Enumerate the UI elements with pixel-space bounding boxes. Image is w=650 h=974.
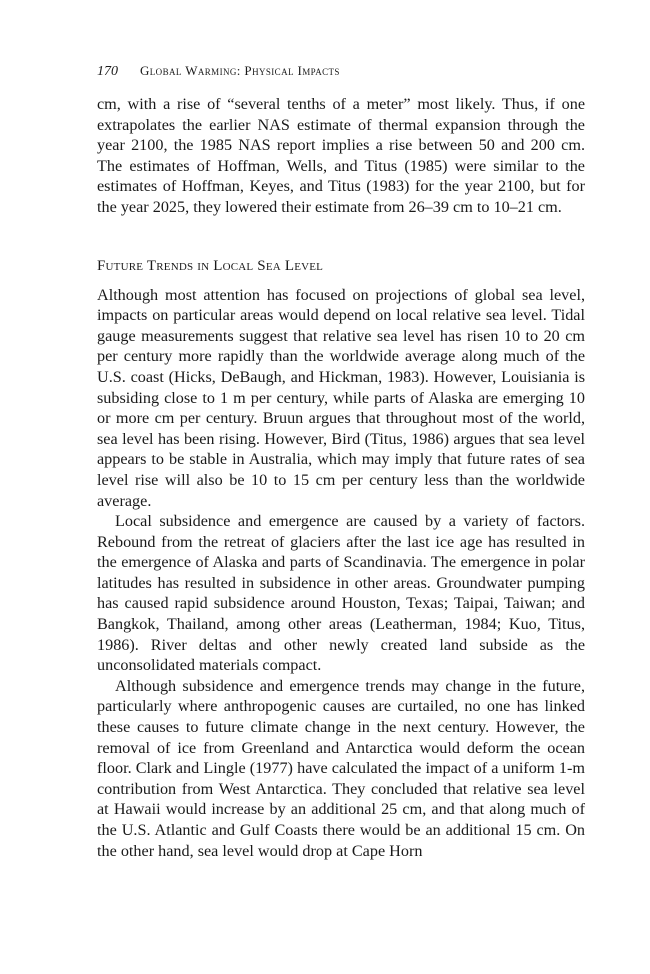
paragraph-future-trends: Although subsidence and emergence trends may change in the future, particularly where anthropogenic causes are curtailed, no one has linked these causes to future climate change in the next century. However, the removal of ice from Greenland and Antarctica would deform the ocean floor. Clark and Lingle (1977) have calculated the impact of a uniform 1-m contribution from West Antarctica. They concluded that relative sea level at Hawaii would increase by an additional 25 cm, and that along much of the U.S. Atlantic and Gulf Coasts there would be an additional 15 cm. On the other hand, sea level would drop at Cape Horn [97, 676, 585, 860]
paragraph-continuation: cm, with a rise of “several tenths of a meter” most likely. Thus, if one extrapolates the earlier NAS estimate of thermal expansion through the year 2100, the 1985 NAS report implies a rise between 50 and 200 cm. The estimates of Hoffman, Wells, and Titus (1985) were similar to the estimates of Hoffman, Keyes, and Titus (1983) for the year 2100, but for the year 2025, they lowered their estimate from 26–39 cm to 10–21 cm. [97, 95, 585, 216]
book-page [97, 62, 585, 861]
running-head [97, 62, 585, 84]
paragraph-local-sea-level: Although most attention has focused on projections of global sea level, impacts on particular areas would depend on local relative sea level. Tidal gauge measurements suggest that relative sea level has risen 10 to 20 cm per century more rapidly than the worldwide average along much of the U.S. coast (Hicks, DeBaugh, and Hickman, 1983). However, Louisiania is subsiding close to 1 m per century, while parts of Alaska are emerging 10 or more cm per century. Bruun argues that throughout most of the world, sea level has been rising. However, Bird (Titus, 1986) argues that sea level appears to be stable in Australia, which may imply that future rates of sea level rise will also be 10 to 15 cm per century less than the worldwide average. [97, 285, 585, 510]
page-number: 170 [97, 64, 118, 79]
section-heading: Future Trends in Local Sea Level [97, 257, 324, 274]
running-title: Global Warming: Physical Impacts [140, 63, 340, 78]
paragraph-subsidence-causes: Local subsidence and emergence are caused by a variety of factors. Rebound from the retreat of glaciers after the last ice age has resulted in the emergence of Alaska and parts of Scandinavia. The emergence in polar latitudes has resulted in subsidence in other areas. Groundwater pumping has caused rapid subsidence around Houston, Texas; Taipai, Taiwan; and Bangkok, Thailand, among other areas (Leatherman, 1984; Kuo, Titus, 1986). River deltas and other newly created land subside as the unconsolidated materials compact. [97, 512, 585, 675]
